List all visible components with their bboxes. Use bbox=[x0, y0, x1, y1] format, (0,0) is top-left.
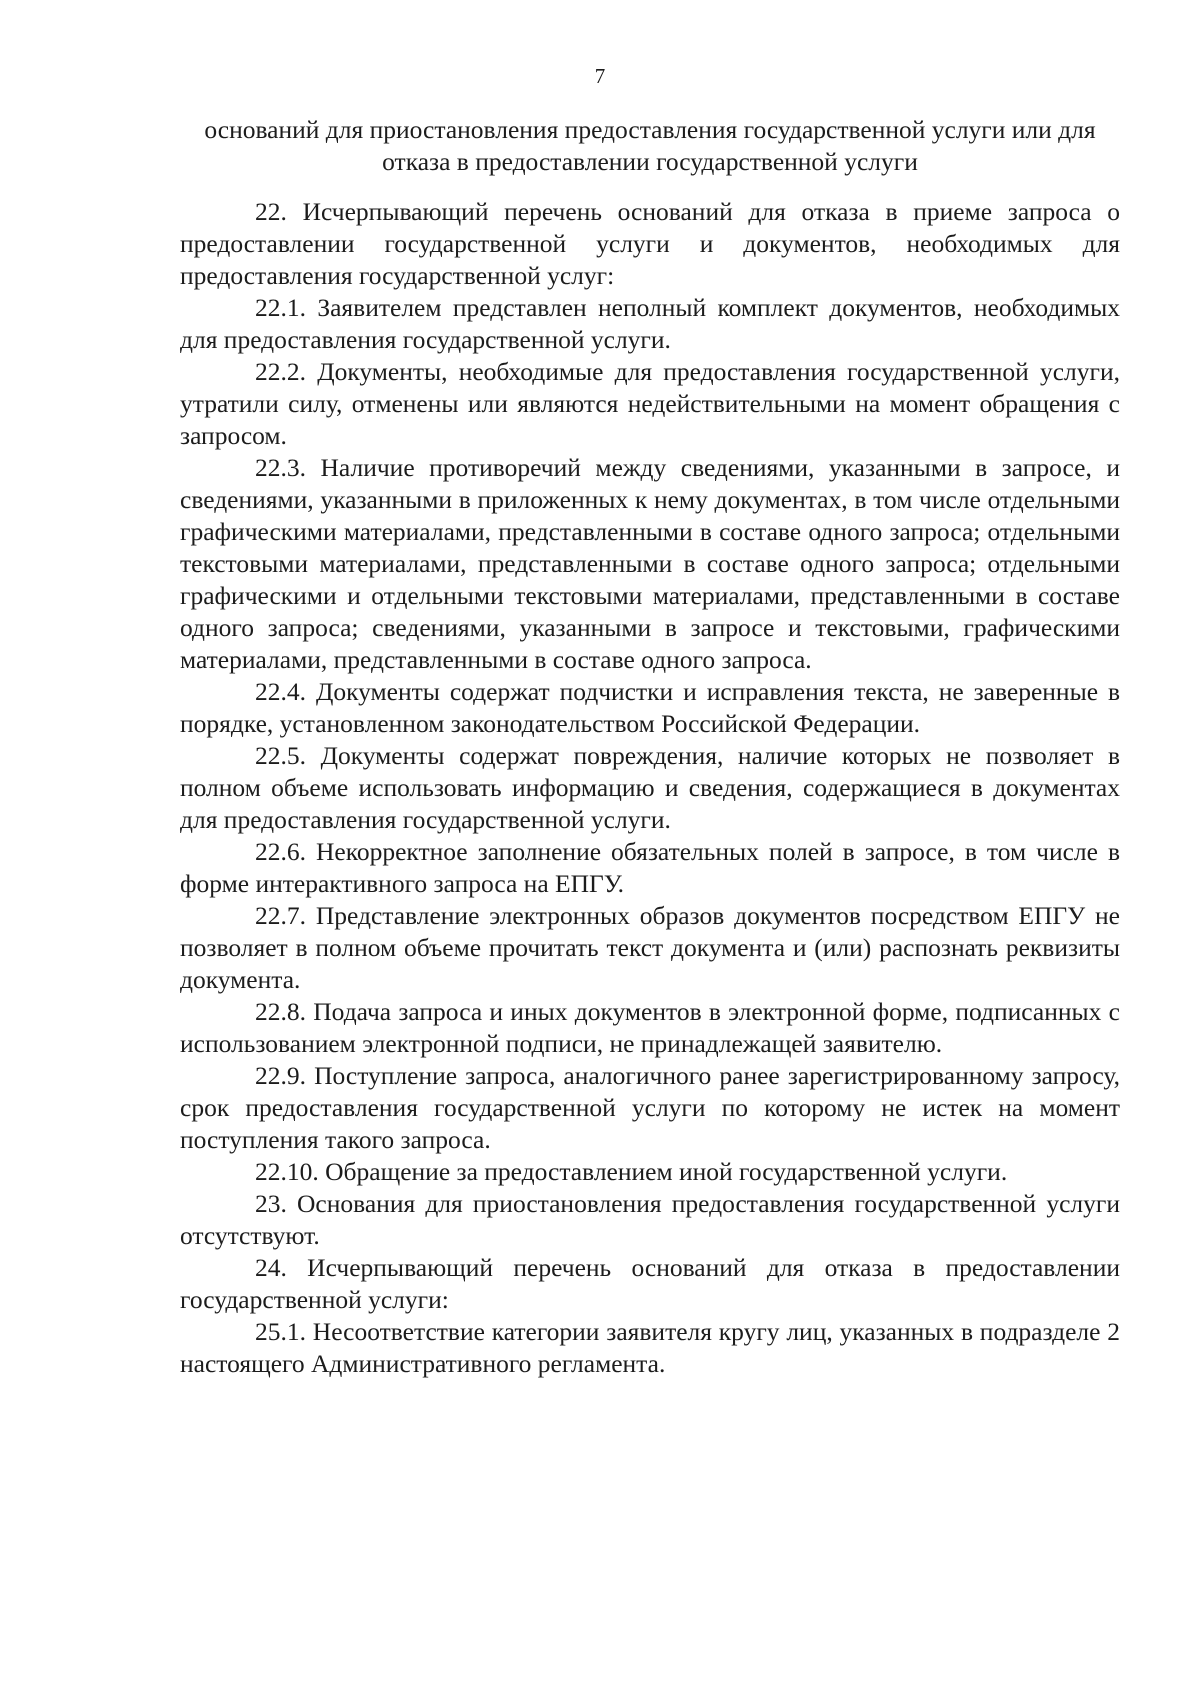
paragraph-24: 24. Исчерпывающий перечень оснований для отказа в предоставлении государственной услуги: bbox=[180, 1253, 1120, 1314]
paragraph-22-4: 22.4. Документы содержат подчистки и исправления текста, не заверенные в порядке, установленном законодательством Российской Федерации. bbox=[180, 677, 1120, 738]
section-heading: оснований для приостановления предоставления государственной услуги или для отказа в предоставлении государственной услуги bbox=[204, 115, 1096, 176]
paragraph-22-5: 22.5. Документы содержат повреждения, наличие которых не позволяет в полном объеме использовать информацию и сведения, содержащиеся в документах для предоставления государственной услуги. bbox=[180, 741, 1120, 834]
document-body bbox=[180, 196, 1120, 1380]
paragraph-22-7: 22.7. Представление электронных образов документов посредством ЕПГУ не позволяет в полном объеме прочитать текст документа и (или) распознать реквизиты документа. bbox=[180, 901, 1120, 994]
paragraph-22-8: 22.8. Подача запроса и иных документов в электронной форме, подписанных с использованием электронной подписи, не принадлежащей заявителю. bbox=[180, 997, 1120, 1058]
paragraph-22-10: 22.10. Обращение за предоставлением иной государственной услуги. bbox=[255, 1157, 1008, 1186]
paragraph-22-2: 22.2. Документы, необходимые для предоставления государственной услуги, утратили силу, отменены или являются недействительными на момент обращения с запросом. bbox=[180, 357, 1120, 450]
paragraph-22-3: 22.3. Наличие противоречий между сведениями, указанными в запросе, и сведениями, указанными в приложенных к нему документах, в том числе отдельными графическими материалами, представленными в составе одного запроса; отдельными текстовыми материалами, представленными в составе одного запроса; отдельными графическими и отдельными текстовыми материалами, представленными в составе одного запроса; сведениями, указанными в запросе и текстовыми, графическими материалами, представленными в составе одного запроса. bbox=[180, 453, 1120, 674]
paragraph-22-9: 22.9. Поступление запроса, аналогичного ранее зарегистрированному запросу, срок предоставления государственной услуги по которому не истек на момент поступления такого запроса. bbox=[180, 1061, 1120, 1154]
paragraph-25-1: 25.1. Несоответствие категории заявителя кругу лиц, указанных в подразделе 2 настоящего Административного регламента. bbox=[180, 1317, 1120, 1378]
page-number: 7 bbox=[594, 64, 606, 88]
paragraph-23: 23. Основания для приостановления предоставления государственной услуги отсутствуют. bbox=[180, 1189, 1120, 1250]
paragraph-22-1: 22.1. Заявителем представлен неполный комплект документов, необходимых для предоставления государственной услуги. bbox=[180, 293, 1120, 354]
paragraph-22-6: 22.6. Некорректное заполнение обязательных полей в запросе, в том числе в форме интерактивного запроса на ЕПГУ. bbox=[180, 837, 1120, 898]
paragraph-22: 22. Исчерпывающий перечень оснований для отказа в приеме запроса о предоставлении государственной услуги и документов, необходимых для предоставления государственной услуг: bbox=[180, 197, 1120, 290]
